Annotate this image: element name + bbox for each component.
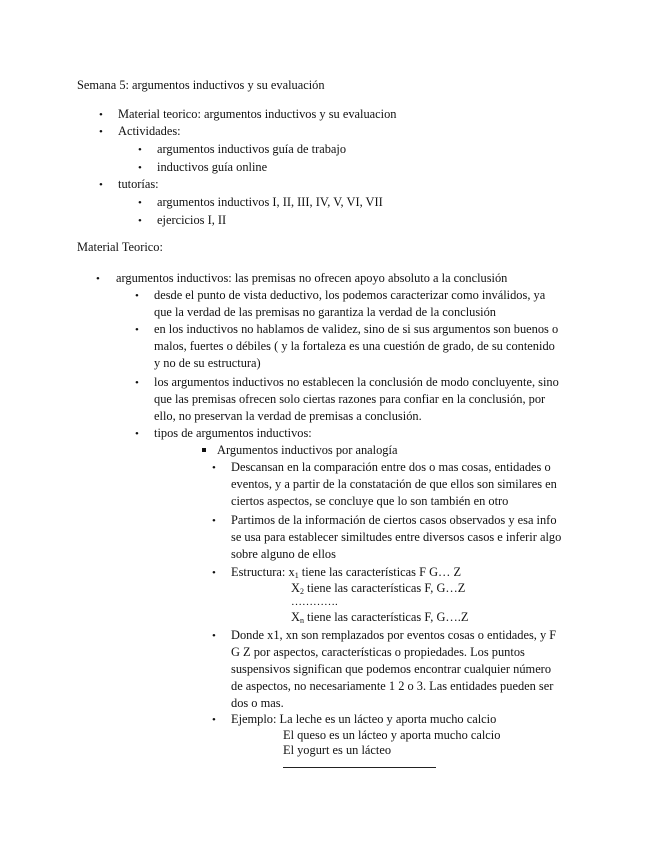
structure-line-1: Estructura: $x_1$ tiene las características F G… Z: [231, 565, 462, 580]
bullet-icon: •: [135, 324, 139, 336]
point-line: ello, no preservan la verdad de premisas a conclusión.: [154, 409, 422, 423]
analogy-line: sobre alguno de ellos: [231, 547, 336, 561]
summary-item: Actividades:: [118, 124, 181, 138]
bullet-icon: •: [99, 179, 103, 191]
material-heading: Material Teorico:: [77, 240, 163, 254]
bullet-icon: •: [212, 515, 216, 527]
analogy-line: dos o mas.: [231, 696, 284, 710]
bullet-icon: •: [138, 215, 142, 227]
summary-item: tutorías:: [118, 177, 159, 191]
analogy-label: Argumentos inductivos por analogía: [217, 443, 398, 457]
analogy-line: se usa para establecer similtudes entre diversos casos e inferir algo: [231, 530, 562, 544]
point-line: en los inductivos no hablamos de validez, sino de si sus argumentos son buenos o: [154, 322, 559, 336]
analogy-line: ciertos aspectos, se concluye que lo son también en otro: [231, 494, 509, 508]
example-label: Ejemplo:: [231, 712, 277, 726]
summary-item: Material teorico: argumentos inductivos y su evaluacion: [118, 107, 397, 121]
main-item: argumentos inductivos: las premisas no ofrecen apoyo absoluto a la conclusión: [116, 271, 508, 285]
analogy-line: Partimos de la información de ciertos casos observados y esa info: [231, 513, 557, 527]
bullet-icon: •: [212, 462, 216, 474]
bullet-icon: •: [138, 162, 142, 174]
point-line: tipos de argumentos inductivos:: [154, 426, 312, 440]
point-line: que las premisas ofrecen solo ciertas razones para confiar en la conclusión, por: [154, 392, 546, 406]
analogy-line: G Z por aspectos, características o propiedades. Los puntos: [231, 645, 525, 659]
analogy-line: Descansan en la comparación entre dos o mas cosas, entidades o: [231, 460, 551, 474]
summary-subitem: argumentos inductivos guía de trabajo: [157, 142, 347, 156]
bullet-icon: •: [212, 630, 216, 642]
square-bullet-icon: [202, 448, 206, 452]
bullet-icon: •: [99, 109, 103, 121]
point-line: que la verdad de las premisas no garantiza la verdad de la conclusión: [154, 305, 496, 319]
structure-dots: ………….: [291, 596, 338, 608]
summary-subitem: inductivos guía online: [157, 160, 268, 174]
bullet-icon: •: [138, 144, 142, 156]
point-line: desde el punto de vista deductivo, los podemos caracterizar como inválidos, ya: [154, 288, 546, 302]
conclusion-rule: [283, 767, 436, 768]
structure-line-n: $X_n$ tiene las características F, G….Z: [291, 610, 469, 625]
analogy-line: Donde x1, xn son remplazados por eventos cosas o entidades, y F: [231, 628, 557, 642]
structure-label: Estructura:: [231, 565, 286, 579]
point-line: y no de su estructura): [154, 356, 261, 370]
summary-subitem: argumentos inductivos I, II, III, IV, V, VI, VII: [157, 195, 383, 209]
bullet-icon: •: [212, 714, 216, 726]
bullet-icon: •: [138, 197, 142, 209]
analogy-line: de aspectos, no necesariamente 1 2 o 3. Las entidades pueden ser: [231, 679, 554, 693]
section-title: Semana 5: argumentos inductivos y su evaluación: [77, 78, 325, 92]
example-line-3: El yogurt es un lácteo: [283, 743, 392, 757]
analogy-line: eventos, y a partir de la constatación de que ellos son similares en: [231, 477, 557, 491]
bullet-icon: •: [96, 273, 100, 285]
example-line-1: Ejemplo: La leche es un lácteo y aporta mucho calcio: [231, 712, 497, 726]
summary-subitem: ejercicios I, II: [157, 213, 227, 227]
example-line-2: El queso es un lácteo y aporta mucho calcio: [283, 728, 501, 742]
point-line: malos, fuertes o débiles ( y la fortaleza es una cuestión de grado, de su contenido: [154, 339, 555, 353]
bullet-icon: •: [135, 290, 139, 302]
structure-line-2: $X_2$ tiene las características F, G…Z: [291, 581, 466, 596]
bullet-icon: •: [212, 567, 216, 579]
analogy-line: suspensivos significan que podemos encontrar cualquier número: [231, 662, 552, 676]
bullet-icon: •: [135, 377, 139, 389]
point-line: los argumentos inductivos no establecen la conclusión de modo concluyente, sino: [154, 375, 559, 389]
bullet-icon: •: [99, 126, 103, 138]
bullet-icon: •: [135, 428, 139, 440]
